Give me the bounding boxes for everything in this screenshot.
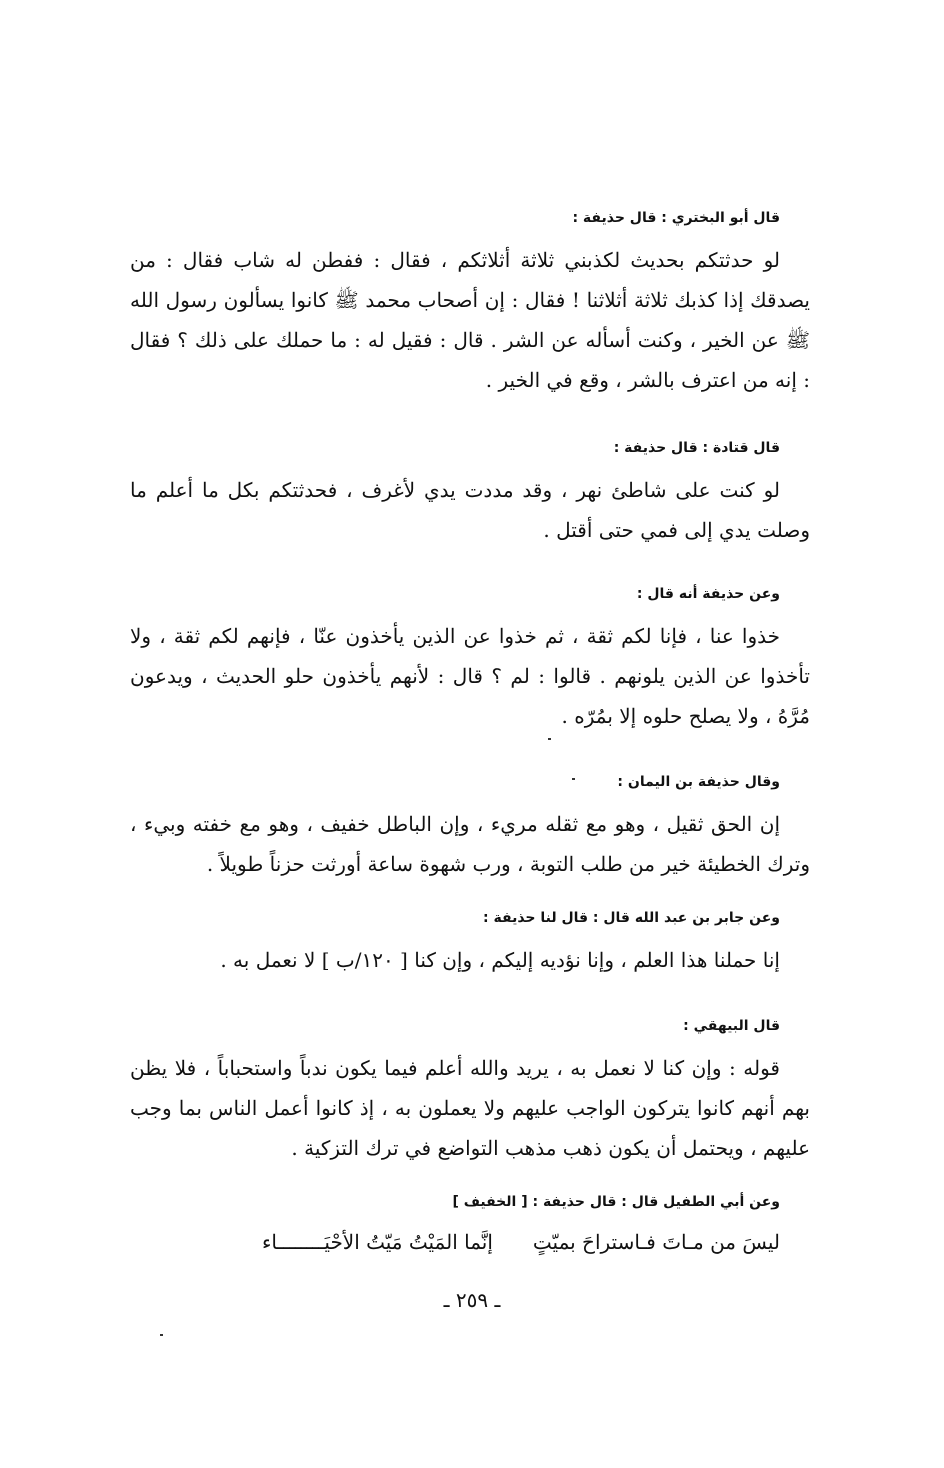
section-bayhaqi xyxy=(130,1016,810,1168)
section-text: إن الحق ثقيل ، وهو مع ثقله مريء ، وإن الباطل خفيف ، وهو مع خفته وبيء ، وترك الخطيئة خير من طلب التوبة ، ورب شهوة ساعة أورثت حزناً طويلاً . xyxy=(130,812,810,876)
section-heading: قال قتادة : قال حذيفة : xyxy=(613,440,780,456)
section-qatada xyxy=(130,438,810,550)
section-heading: قال أبو البختري : قال حذيفة : xyxy=(572,210,780,226)
section-hudhaifa-saying xyxy=(130,584,810,736)
section-hudhaifa-ibn-yaman xyxy=(130,772,810,884)
section-heading: وعن جابر بن عبد الله قال : قال لنا حذيفة : xyxy=(483,910,780,926)
section-text: لو كنت على شاطئ نهر ، وقد مددت يدي لأغرف ، فحدثتكم بكل ما أعلم ما وصلت يدي إلى فمي حتى أقتل . xyxy=(130,478,810,542)
section-heading: وعن حذيفة أنه قال : xyxy=(636,586,780,602)
verse-hemistich-second: إنَّما المَيْتُ مَيّتُ الأحْيَــــــــاء xyxy=(262,1230,493,1254)
section-heading: قال البيهقي : xyxy=(683,1018,780,1034)
section-heading: وقال حذيفة بن اليمان : xyxy=(617,774,780,790)
poem-line xyxy=(130,1222,810,1262)
scan-speck xyxy=(160,1334,163,1336)
verse-heading: وعن أبي الطفيل قال : قال حذيفة : [ الخفيف ] xyxy=(452,1194,780,1210)
section-text: خذوا عنا ، فإنا لكم ثقة ، ثم خذوا عن الذين يأخذون عنّا ، فإنهم لكم ثقة ، ولا تأخذوا عن الذين يلونهم . قالوا : لم ؟ قال : لأنهم يأخذون حلو الحديث ، ويدعون مُرَّهُ ، ولا يصلح حلوه إلا بمُرّه . xyxy=(130,624,810,728)
scan-speck xyxy=(548,738,551,740)
section-abu-bakhtari xyxy=(130,208,810,400)
section-text: قوله : وإن كنا لا نعمل به ، يريد والله أعلم فيما يكون ندباً واستحباباً ، فلا يظن بهم أنهم كانوا يتركون الواجب عليهم ولا يعملون به ، إذ كانوا أعمل الناس بما وجب عليهم ، ويحتمل أن يكون ذهب مذهب التواضع في ترك التزكية . xyxy=(130,1056,810,1160)
page-number: ـ ٢٥٩ ـ xyxy=(443,1288,501,1312)
section-verse xyxy=(130,1192,810,1262)
section-jabir xyxy=(130,908,810,980)
scan-speck xyxy=(572,778,575,780)
section-text: لو حدثتكم بحديث لكذبني ثلاثة أثلاثكم ، فقال : ففطن له شاب فقال : من يصدقك إذا كذبك ثلاثة أثلاثنا ! فقال : إن أصحاب محمد ﷺ كانوا يسألون رسول الله ﷺ عن الخير ، وكنت أسأله عن الشر . قال : فقيل له : ما حملك على ذلك ؟ فقال : إنه من اعترف بالشر ، وقع في الخير . xyxy=(130,248,810,392)
verse-hemistich-first: ليسَ من مـاتَ فـاستراحَ بميّتٍ xyxy=(532,1230,780,1254)
section-text: إنا حملنا هذا العلم ، وإنا نؤديه إليكم ، وإن كنا [ ١٢٠/ب ] لا نعمل به . xyxy=(220,948,780,972)
